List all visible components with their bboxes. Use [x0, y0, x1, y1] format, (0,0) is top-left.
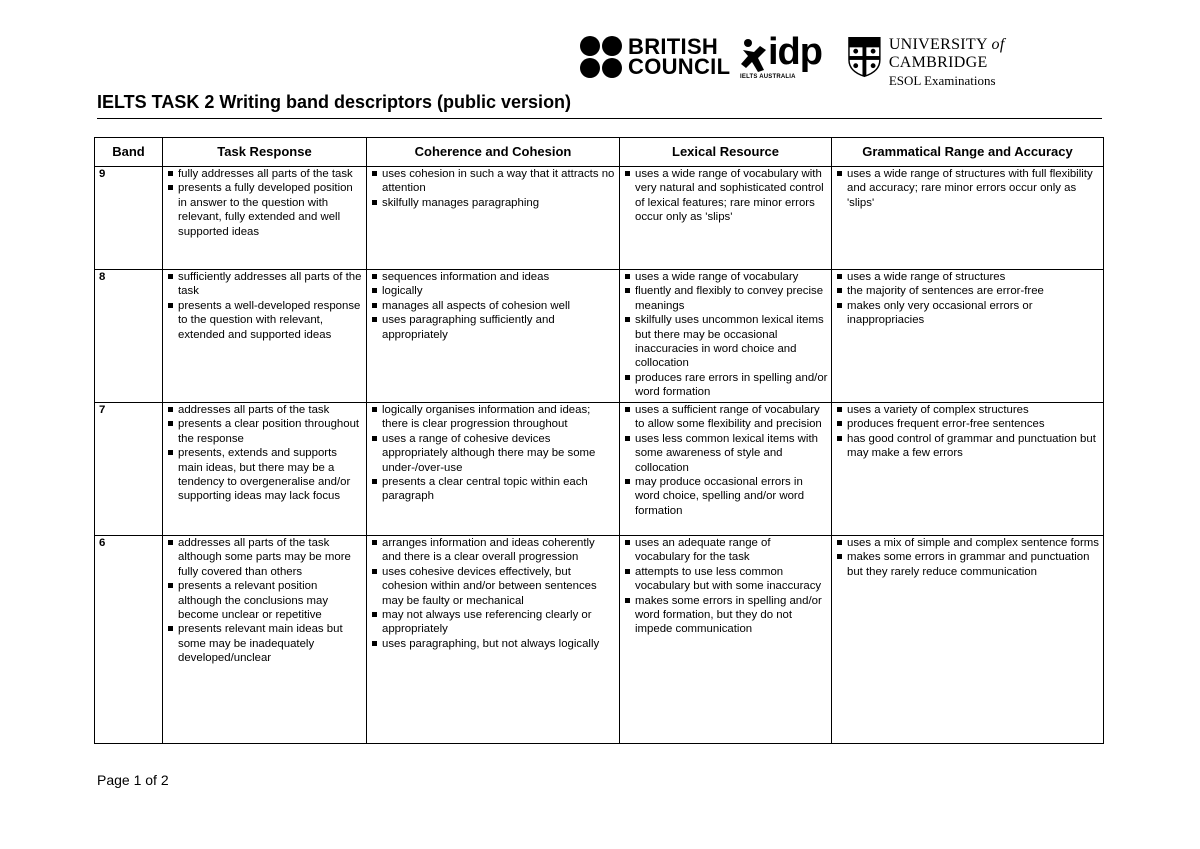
list-item: presents, extends and supports main ideas, but there may be a tendency to overgeneralise and/or supporting ideas may lack focus: [167, 446, 363, 504]
table-row: [95, 270, 1104, 403]
list-item: uses an adequate range of vocabulary for the task: [624, 536, 828, 565]
british-council-line1: BRITISH: [628, 34, 719, 59]
list-item: logically: [371, 284, 616, 298]
list-item: skilfully uses uncommon lexical items but there may be occasional inaccuracies in word choice and collocation: [624, 313, 828, 371]
british-council-logo: [580, 36, 730, 78]
band-descriptors-table: [94, 137, 1104, 744]
lexical-cell: [620, 536, 832, 744]
list-item: uses a wide range of structures with full flexibility and accuracy; rare minor errors occur only as 'slips': [836, 167, 1100, 210]
list-item: uses cohesion in such a way that it attracts no attention: [371, 167, 616, 196]
list-item: sufficiently addresses all parts of the task: [167, 270, 363, 299]
band-cell: 8: [95, 270, 163, 403]
band-cell: 7: [95, 403, 163, 536]
list-item: uses a wide range of vocabulary: [624, 270, 828, 284]
grammar-cell: [832, 536, 1104, 744]
task-response-cell: [163, 403, 367, 536]
coherence-cell: [367, 536, 620, 744]
task-response-cell: [163, 536, 367, 744]
list-item: fluently and flexibly to convey precise meanings: [624, 284, 828, 313]
title-rule: [97, 118, 1102, 119]
cambridge-logo: [848, 36, 1100, 90]
grammar-cell: [832, 270, 1104, 403]
list-item: logically organises information and ideas; there is clear progression throughout: [371, 403, 616, 432]
cambridge-subtitle: ESOL Examinations: [888, 73, 996, 88]
list-item: presents relevant main ideas but some may be inadequately developed/unclear: [167, 622, 363, 665]
grammar-cell: [832, 167, 1104, 270]
british-council-line2: COUNCIL: [628, 54, 731, 79]
table-row: [95, 167, 1104, 270]
list-item: uses a wide range of vocabulary with very natural and sophisticated control of lexical features; rare minor errors occur only as 'slips': [624, 167, 828, 225]
list-item: attempts to use less common vocabulary but with some inaccuracy: [624, 565, 828, 594]
table-row: [95, 536, 1104, 744]
list-item: has good control of grammar and punctuation but may make a few errors: [836, 432, 1100, 461]
list-item: addresses all parts of the task: [167, 403, 363, 417]
task-response-cell: [163, 270, 367, 403]
header-coherence-cohesion: Coherence and Cohesion: [367, 138, 620, 167]
list-item: manages all aspects of cohesion well: [371, 299, 616, 313]
list-item: the majority of sentences are error-free: [836, 284, 1100, 298]
lexical-cell: [620, 270, 832, 403]
grammar-cell: [832, 403, 1104, 536]
lexical-cell: [620, 403, 832, 536]
band-cell: 9: [95, 167, 163, 270]
list-item: presents a clear central topic within each paragraph: [371, 475, 616, 504]
lexical-cell: [620, 167, 832, 270]
list-item: produces frequent error-free sentences: [836, 417, 1100, 431]
list-item: uses paragraphing sufficiently and appropriately: [371, 313, 616, 342]
list-item: presents a fully developed position in answer to the question with relevant, fully extended and well supported ideas: [167, 181, 363, 239]
list-item: makes some errors in grammar and punctuation but they rarely reduce communication: [836, 550, 1100, 579]
list-item: uses a sufficient range of vocabulary to allow some flexibility and precision: [624, 403, 828, 432]
cambridge-name: UNIVERSITY of CAMBRIDGE: [888, 36, 1005, 71]
idp-subtitle: IELTS AUSTRALIA: [740, 74, 796, 80]
list-item: presents a relevant position although the conclusions may become unclear or repetitive: [167, 579, 363, 622]
list-item: uses a mix of simple and complex sentence forms: [836, 536, 1100, 550]
coherence-cell: [367, 403, 620, 536]
list-item: uses a variety of complex structures: [836, 403, 1100, 417]
list-item: uses a wide range of structures: [836, 270, 1100, 284]
idp-logo: [740, 31, 824, 84]
list-item: uses cohesive devices effectively, but cohesion within and/or between sentences may be faulty or mechanical: [371, 565, 616, 608]
header-band: Band: [95, 138, 163, 167]
list-item: sequences information and ideas: [371, 270, 616, 284]
table-header-row: [95, 138, 1104, 167]
idp-wordmark: idp: [768, 31, 822, 73]
cambridge-shield-icon: [848, 36, 881, 78]
coherence-cell: [367, 167, 620, 270]
list-item: presents a well-developed response to the question with relevant, extended and supported ideas: [167, 299, 363, 342]
list-item: produces rare errors in spelling and/or word formation: [624, 371, 828, 400]
list-item: may produce occasional errors in word choice, spelling and/or word formation: [624, 475, 828, 518]
band-cell: 6: [95, 536, 163, 744]
header-task-response: Task Response: [163, 138, 367, 167]
list-item: fully addresses all parts of the task: [167, 167, 363, 181]
british-council-dots-icon: [580, 36, 622, 78]
list-item: makes some errors in spelling and/or word formation, but they do not impede communication: [624, 594, 828, 637]
table-row: [95, 403, 1104, 536]
list-item: uses a range of cohesive devices appropriately although there may be some under-/over-use: [371, 432, 616, 475]
list-item: makes only very occasional errors or inappropriacies: [836, 299, 1100, 328]
list-item: presents a clear position throughout the response: [167, 417, 363, 446]
list-item: addresses all parts of the task although some parts may be more fully covered than others: [167, 536, 363, 579]
header-logos: [580, 31, 1100, 88]
list-item: may not always use referencing clearly or appropriately: [371, 608, 616, 637]
task-response-cell: [163, 167, 367, 270]
header-lexical-resource: Lexical Resource: [620, 138, 832, 167]
page-title: IELTS TASK 2 Writing band descriptors (public version): [97, 92, 572, 112]
header-grammatical-range: Grammatical Range and Accuracy: [832, 138, 1104, 167]
coherence-cell: [367, 270, 620, 403]
list-item: arranges information and ideas coherently and there is a clear overall progression: [371, 536, 616, 565]
idp-figure-icon: [740, 38, 770, 74]
list-item: uses less common lexical items with some awareness of style and collocation: [624, 432, 828, 475]
page-number: Page 1 of 2: [97, 772, 169, 788]
list-item: uses paragraphing, but not always logically: [371, 637, 616, 651]
list-item: skilfully manages paragraphing: [371, 196, 616, 210]
